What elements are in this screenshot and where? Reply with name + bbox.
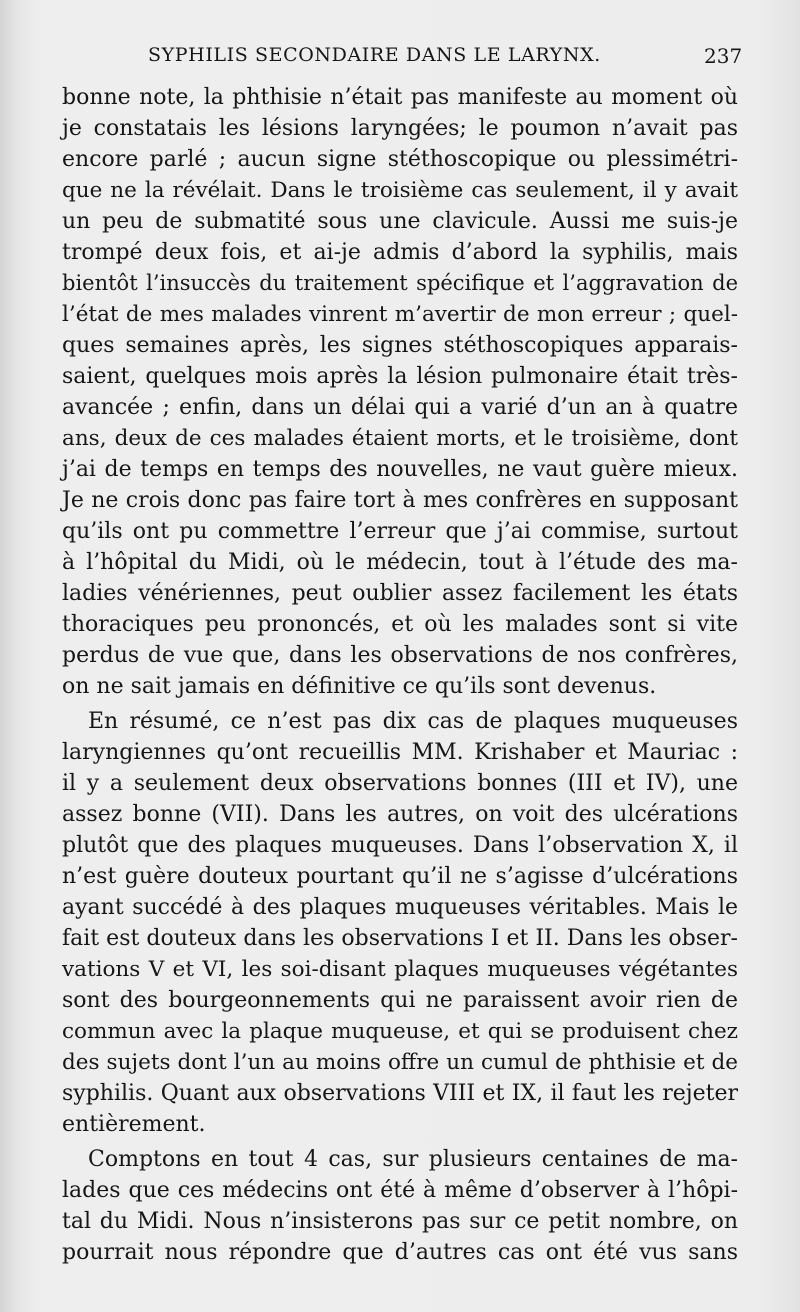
text-line: qu’ils ont pu commettre l’erreur que j’ai commise, surtout <box>62 519 738 544</box>
text-line: je constatais les lésions laryngées; le poumon n’avait pas <box>62 116 738 141</box>
text-line: thoraciques peu prononcés, et où les malades sont si vite <box>62 612 738 637</box>
page-number: 237 <box>704 44 743 68</box>
text-line: trompé deux fois, et ai-je admis d’abord la syphilis, mais <box>62 240 738 265</box>
text-line: pourrait nous répondre que d’autres cas ont été vus sans <box>62 1240 738 1265</box>
text-line: saient, quelques mois après la lésion pulmonaire était très- <box>62 364 738 389</box>
text-line: avancée ; enfin, dans un délai qui a varié d’un an à quatre <box>62 395 738 420</box>
text-line: sont des bourgeonnements qui ne paraissent avoir rien de <box>62 988 738 1013</box>
paragraph-start-line: Comptons en tout 4 cas, sur plusieurs centaines de ma- <box>88 1147 738 1172</box>
text-line: bientôt l’insuccès du traitement spécifique et l’aggravation de <box>62 271 738 295</box>
text-line: un peu de submatité sous une clavicule. Aussi me suis-je <box>62 209 738 234</box>
text-line: j’ai de temps en temps des nouvelles, ne vaut guère mieux. <box>62 457 738 482</box>
text-line: Je ne crois donc pas faire tort à mes confrères en supposant <box>62 488 738 513</box>
text-line: ladies vénériennes, peut oublier assez facilement les états <box>62 581 738 606</box>
running-title: SYPHILIS SECONDAIRE DANS LE LARYNX. <box>148 44 601 66</box>
text-line: des sujets dont l’un au moins offre un cumul de phthisie et de <box>62 1050 738 1075</box>
text-line: plutôt que des plaques muqueuses. Dans l’observation X, il <box>62 833 738 858</box>
text-line: bonne note, la phthisie n’était pas manifeste au moment où <box>62 85 738 110</box>
text-line: tal du Midi. Nous n’insisterons pas sur ce petit nombre, on <box>62 1209 738 1234</box>
paragraph-end-line: entièrement. <box>62 1112 206 1137</box>
text-line: l’état de mes malades vinrent m’avertir de mon erreur ; quel- <box>62 302 738 327</box>
text-line: n’est guère douteux pourtant qu’il ne s’agisse d’ulcérations <box>62 864 738 889</box>
text-line: laryngiennes qu’ont recueillis MM. Krishaber et Mauriac : <box>62 740 738 765</box>
text-line: lades que ces médecins ont été à même d’observer à l’hôpi- <box>62 1178 738 1203</box>
text-line: il y a seulement deux observations bonnes (III et IV), une <box>62 771 738 796</box>
page-header <box>0 44 800 74</box>
text-line: ques semaines après, les signes stéthoscopiques apparais- <box>62 333 738 358</box>
text-line: fait est douteux dans les observations I et II. Dans les obser- <box>62 926 738 951</box>
text-line: ans, deux de ces malades étaient morts, et le troisième, dont <box>62 426 738 451</box>
text-line: que ne la révélait. Dans le troisième cas seulement, il y avait <box>62 178 738 203</box>
text-line: ayant succédé à des plaques muqueuses véritables. Mais le <box>62 895 738 920</box>
text-line: assez bonne (VII). Dans les autres, on voit des ulcérations <box>62 802 738 827</box>
paragraph-end-line: on ne sait jamais en définitive ce qu’ils sont devenus. <box>62 674 657 699</box>
text-line: perdus de vue que, dans les observations de nos confrères, <box>62 643 738 668</box>
text-line: commun avec la plaque muqueuse, et qui se produisent chez <box>62 1019 738 1044</box>
text-line: encore parlé ; aucun signe stéthoscopique ou plessimétri- <box>62 147 738 172</box>
text-line: vations V et VI, les soi-disant plaques muqueuses végétantes <box>62 957 738 982</box>
text-line: syphilis. Quant aux observations VIII et IX, il faut les rejeter <box>62 1081 738 1106</box>
text-line: à l’hôpital du Midi, où le médecin, tout à l’étude des ma- <box>62 550 738 575</box>
paragraph-start-line: En résumé, ce n’est pas dix cas de plaques muqueuses <box>88 709 738 734</box>
